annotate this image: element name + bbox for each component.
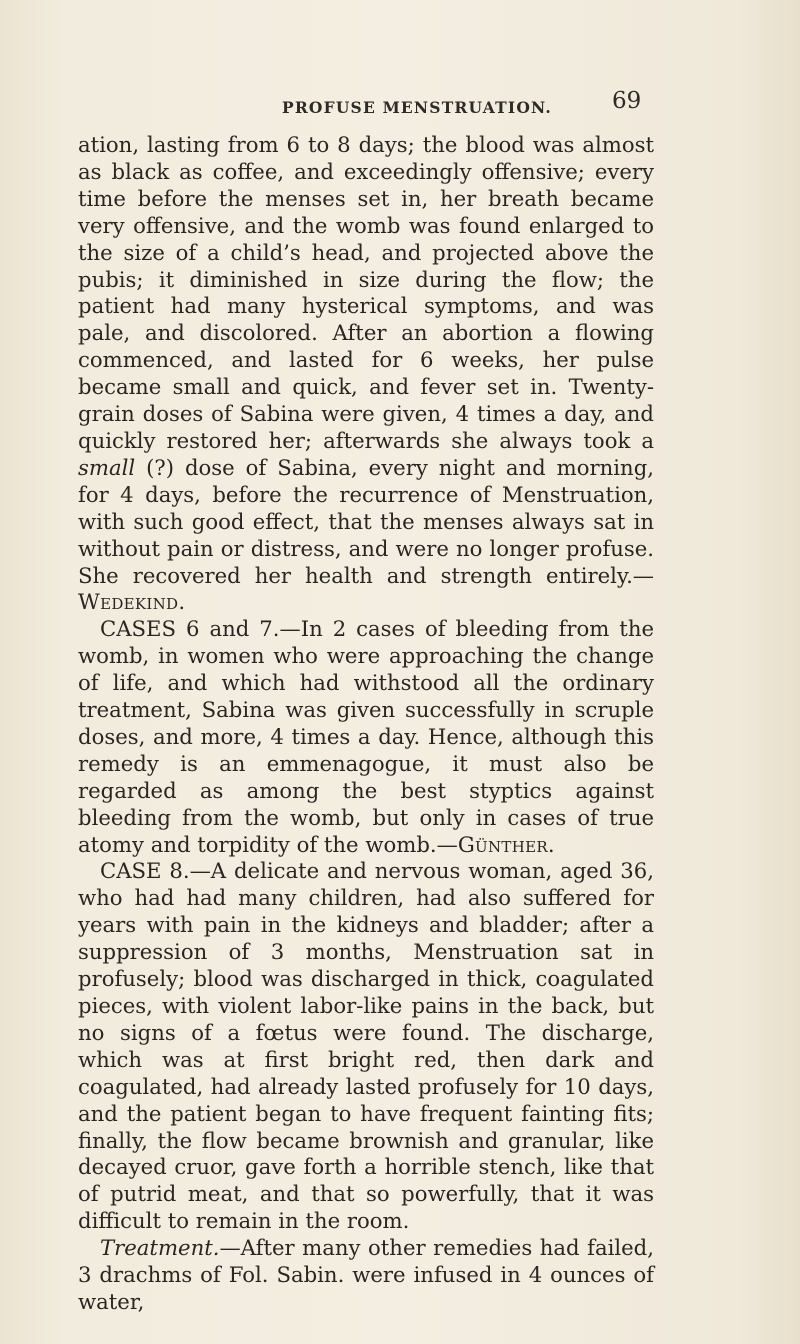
author-attribution: Wedekind.: [78, 589, 186, 615]
paragraph-text: CASES 6 and 7.—In 2 cases of bleeding from the womb, in women who were approaching the change of life, and which had withstood all the ordinary treatment, Sabina was given successfully in scruple doses, and more, 4 times a day. Hence, although this remedy is an emmenagogue, it must also be regarded as among the best styptics against bleeding from the womb, but only in cases of true atomy and torpidity of the womb.—: [78, 616, 654, 857]
paragraph-treatment: [78, 1235, 654, 1316]
author-attribution: Günther.: [457, 831, 555, 857]
paragraph-text: —After many other remedies had failed, 3 drachms of Fol. Sabin. were infused in 4 ounces of water,: [78, 1235, 654, 1314]
italic-word: small: [78, 454, 136, 480]
body-text: [78, 132, 654, 1316]
page-number: 69: [612, 88, 642, 114]
paragraph-case-8: [78, 858, 654, 1235]
paragraph-wedekind-case: [78, 132, 654, 616]
treatment-heading: Treatment.: [100, 1235, 220, 1261]
paragraph-cases-6-7: [78, 616, 654, 858]
paragraph-text: ation, lasting from 6 to 8 days; the blood was almost as black as coffee, and exceedingly offensive; every time before the menses set in, her breath became very offensive, and the womb was found enlarged to the size of a child’s head, and projected above the pubis; it diminished in size during the flow; the patient had many hysterical symptoms, and was pale, and discolored. After an abortion a flowing commenced, and lasted for 6 weeks, her pulse became small and quick, and fever set in. Twenty-grain doses of Sabina were given, 4 times a day, and quickly restored her; afterwards she always took a: [78, 132, 654, 453]
paragraph-text: CASE 8.—A delicate and nervous woman, aged 36, who had had many children, had also suffered for years with pain in the kidneys and bladder; after a suppression of 3 months, Menstruation sat in profusely; blood was discharged in thick, coagulated pieces, with violent labor-like pains in the back, but no signs of a fœtus were found. The discharge, which was at first bright red, then dark and coagulated, had already lasted profusely for 10 days, and the patient began to have frequent fainting fits; finally, the flow became brownish and granular, like decayed cruor, gave forth a horrible stench, like that of putrid meat, and that so powerfully, that it was difficult to remain in the room.: [78, 858, 654, 1234]
page-header: [0, 88, 800, 122]
paragraph-text-continued: (?) dose of Sabina, every night and morning, for 4 days, before the recurrence of Menstruation, with such good effect, that the menses always sat in without pain or distress, and were no longer profuse. She recovered her health and strength entirely.—: [78, 454, 654, 588]
running-head: PROFUSE MENSTRUATION.: [282, 98, 552, 117]
